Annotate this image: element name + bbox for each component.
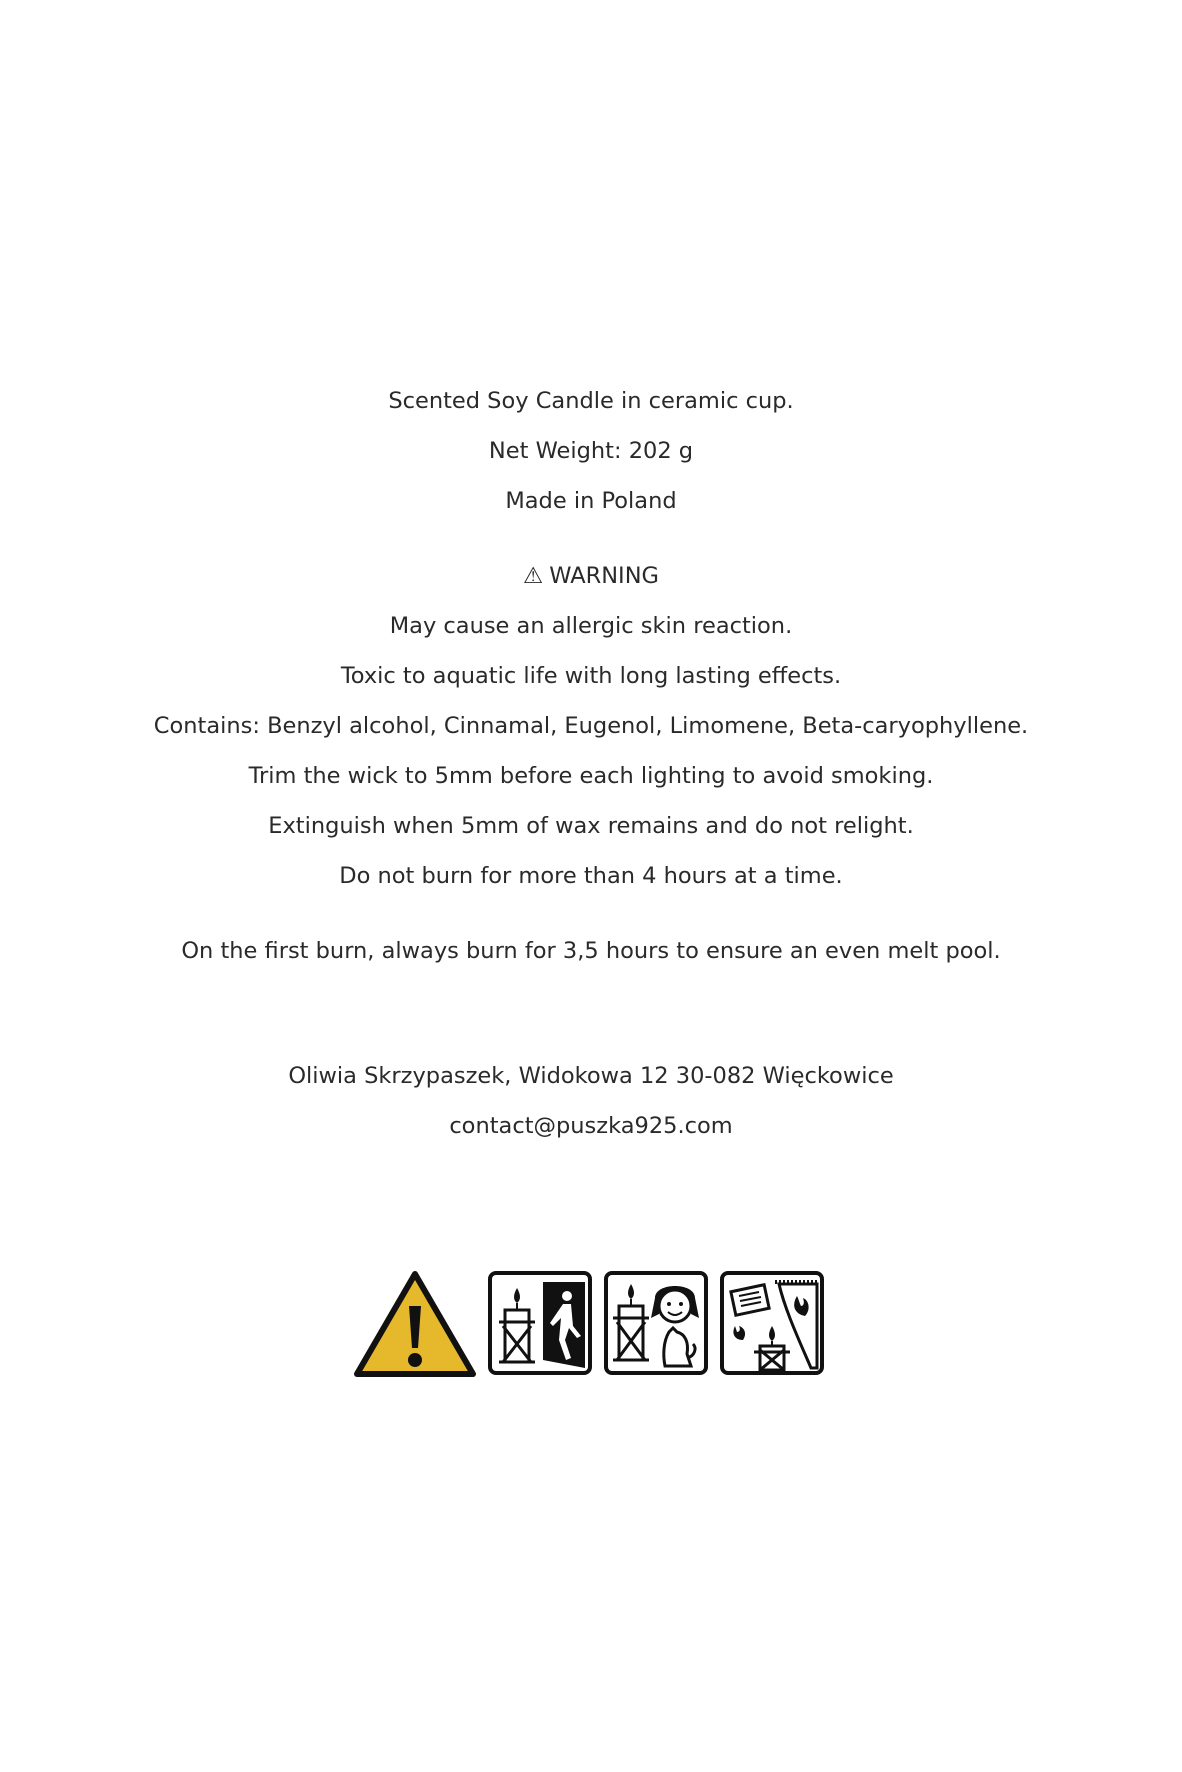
- net-weight: Net Weight: 202 g: [488, 438, 694, 464]
- country-of-origin: Made in Poland: [505, 488, 677, 514]
- product-description: Scented Soy Candle in ceramic cup.: [388, 388, 794, 414]
- warning-line: May cause an allergic skin reaction.: [389, 613, 793, 639]
- warning-title: WARNING: [549, 563, 659, 589]
- warning-line: Toxic to aquatic life with long lasting effects.: [340, 663, 842, 689]
- address: Oliwia Skrzypaszek, Widokowa 12 30-082 Więckowice: [288, 1063, 894, 1089]
- keep-away-from-children-pets-icon: [603, 1270, 709, 1376]
- keep-away-from-flammables-icon: [719, 1270, 825, 1376]
- never-leave-unattended-icon: [487, 1270, 593, 1376]
- warning-line: Trim the wick to 5mm before each lighting to avoid smoking.: [248, 763, 934, 789]
- warning-line: Extinguish when 5mm of wax remains and do not relight.: [268, 813, 914, 839]
- safety-pictograms: [353, 1270, 833, 1380]
- warning-heading: [0, 561, 1182, 591]
- warning-line: Do not burn for more than 4 hours at a time.: [339, 863, 843, 889]
- contact-email: contact@puszka925.com: [449, 1113, 733, 1139]
- first-burn-instruction: On the first burn, always burn for 3,5 hours to ensure an even melt pool.: [181, 938, 1001, 964]
- warning-line: Contains: Benzyl alcohol, Cinnamal, Eugenol, Limomene, Beta-caryophyllene.: [153, 713, 1029, 739]
- warning-triangle-icon: [353, 1270, 477, 1378]
- warning-sign-icon: ⚠: [523, 563, 544, 589]
